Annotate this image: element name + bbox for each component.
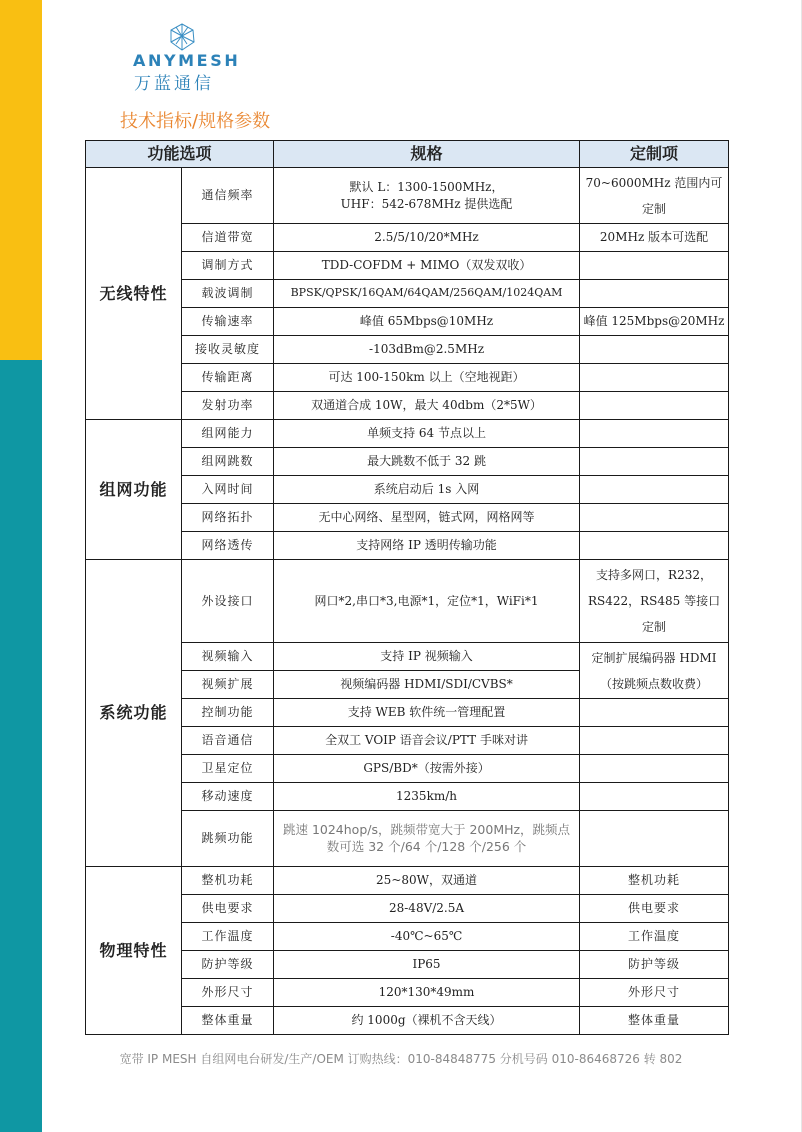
feature-name: 网络透传 <box>182 532 274 560</box>
custom-value <box>580 252 729 280</box>
feature-name: 组网能力 <box>182 420 274 448</box>
feature-name: 卫星定位 <box>182 755 274 783</box>
spec-value: 无中心网络、星型网，链式网，网格网等 <box>274 504 580 532</box>
custom-value: 外形尺寸 <box>580 979 729 1007</box>
feature-name: 移动速度 <box>182 783 274 811</box>
spec-table <box>85 140 729 1035</box>
custom-value: 70~6000MHz 范围内可定制 <box>580 168 729 224</box>
table-row <box>86 560 729 643</box>
group-label-wireless: 无线特性 <box>86 168 182 420</box>
spec-value: 支持网络 IP 透明传输功能 <box>274 532 580 560</box>
left-band-yellow <box>0 0 42 360</box>
spec-value: -103dBm@2.5MHz <box>274 336 580 364</box>
table-row <box>86 308 729 336</box>
custom-value: 整机功耗 <box>580 867 729 895</box>
table-row <box>86 532 729 560</box>
table-row <box>86 699 729 727</box>
spec-value: 双通道合成 10W，最大 40dbm（2*5W） <box>274 392 580 420</box>
custom-value: 供电要求 <box>580 895 729 923</box>
spec-value: 28-48V/2.5A <box>274 895 580 923</box>
feature-name: 调制方式 <box>182 252 274 280</box>
spec-value: 支持 WEB 软件统一管理配置 <box>274 699 580 727</box>
custom-value <box>580 755 729 783</box>
spec-value: 跳速 1024hop/s，跳频带宽大于 200MHz，跳频点数可选 32 个/64 个/128 个/256 个 <box>274 811 580 867</box>
table-row <box>86 280 729 308</box>
spec-value: -40℃~65℃ <box>274 923 580 951</box>
feature-name: 防护等级 <box>182 951 274 979</box>
brand-name-en: ANYMESH <box>133 51 241 70</box>
group-label-networking: 组网功能 <box>86 420 182 560</box>
custom-value <box>580 420 729 448</box>
geometric-mesh-icon <box>167 22 197 52</box>
feature-name: 工作温度 <box>182 923 274 951</box>
feature-name: 接收灵敏度 <box>182 336 274 364</box>
table-row <box>86 448 729 476</box>
custom-value <box>580 476 729 504</box>
spec-value: 25~80W，双通道 <box>274 867 580 895</box>
custom-value <box>580 783 729 811</box>
spec-value: 峰值 65Mbps@10MHz <box>274 308 580 336</box>
custom-value <box>580 280 729 308</box>
spec-value <box>274 168 580 224</box>
feature-name: 视频扩展 <box>182 671 274 699</box>
custom-value <box>580 504 729 532</box>
custom-value: 工作温度 <box>580 923 729 951</box>
section-title: 技术指标/规格参数 <box>120 111 271 132</box>
group-label-physical: 物理特性 <box>86 867 182 1035</box>
custom-value <box>580 699 729 727</box>
table-row <box>86 336 729 364</box>
custom-value: 整体重量 <box>580 1007 729 1035</box>
spec-value: BPSK/QPSK/16QAM/64QAM/256QAM/1024QAM <box>274 280 580 308</box>
table-row <box>86 252 729 280</box>
feature-name: 整机功耗 <box>182 867 274 895</box>
table-row <box>86 168 729 224</box>
custom-value <box>580 448 729 476</box>
table-row <box>86 951 729 979</box>
spec-value: 视频编码器 HDMI/SDI/CVBS* <box>274 671 580 699</box>
feature-name: 组网跳数 <box>182 448 274 476</box>
table-row <box>86 895 729 923</box>
custom-value: 20MHz 版本可选配 <box>580 224 729 252</box>
spec-value: 最大跳数不低于 32 跳 <box>274 448 580 476</box>
feature-name: 整体重量 <box>182 1007 274 1035</box>
table-row <box>86 504 729 532</box>
feature-name: 视频输入 <box>182 643 274 671</box>
custom-value: 定制扩展编码器 HDMI（按跳频点数收费） <box>580 643 729 699</box>
spec-value: 2.5/5/10/20*MHz <box>274 224 580 252</box>
custom-value: 峰值 125Mbps@20MHz <box>580 308 729 336</box>
table-row <box>86 867 729 895</box>
custom-value <box>580 336 729 364</box>
left-band-teal <box>0 360 42 1132</box>
table-row <box>86 476 729 504</box>
table-row <box>86 1007 729 1035</box>
feature-name: 信道带宽 <box>182 224 274 252</box>
spec-value: 120*130*49mm <box>274 979 580 1007</box>
spec-value-line: 默认 L：1300-1500MHz， UHF：542-678MHz 提供选配 <box>340 180 513 211</box>
group-label-system: 系统功能 <box>86 560 182 867</box>
feature-name: 通信频率 <box>182 168 274 224</box>
spec-value: 支持 IP 视频输入 <box>274 643 580 671</box>
spec-value: 单频支持 64 节点以上 <box>274 420 580 448</box>
spec-value: GPS/BD*（按需外接） <box>274 755 580 783</box>
company-logo <box>133 22 243 92</box>
footer-contact: 宽带 IP MESH 自组网电台研发/生产/OEM 订购热线：010-84848775 分机号码 010-86468726 转 802 <box>119 1052 683 1066</box>
header-spec: 规格 <box>274 141 580 168</box>
feature-name: 供电要求 <box>182 895 274 923</box>
feature-name: 外设接口 <box>182 560 274 643</box>
custom-value <box>580 532 729 560</box>
spec-value: 约 1000g（裸机不含天线） <box>274 1007 580 1035</box>
spec-value: IP65 <box>274 951 580 979</box>
custom-value <box>580 811 729 867</box>
spec-value: 系统启动后 1s 入网 <box>274 476 580 504</box>
custom-value: 支持多网口，R232，RS422，RS485 等接口定制 <box>580 560 729 643</box>
spec-value: 全双工 VOIP 语音会议/PTT 手咪对讲 <box>274 727 580 755</box>
feature-name: 跳频功能 <box>182 811 274 867</box>
feature-name: 语音通信 <box>182 727 274 755</box>
table-row <box>86 224 729 252</box>
table-row <box>86 783 729 811</box>
spec-value: 网口*2,串口*3,电源*1，定位*1，WiFi*1 <box>274 560 580 643</box>
header-feature-options: 功能选项 <box>86 141 274 168</box>
brand-name-cn: 万蓝通信 <box>134 74 214 94</box>
table-row <box>86 755 729 783</box>
feature-name: 发射功率 <box>182 392 274 420</box>
table-row <box>86 420 729 448</box>
custom-value: 防护等级 <box>580 951 729 979</box>
feature-name: 传输距离 <box>182 364 274 392</box>
table-row <box>86 979 729 1007</box>
custom-value <box>580 364 729 392</box>
table-row <box>86 811 729 867</box>
table-row <box>86 643 729 671</box>
table-row <box>86 727 729 755</box>
feature-name: 控制功能 <box>182 699 274 727</box>
table-row <box>86 392 729 420</box>
feature-name: 外形尺寸 <box>182 979 274 1007</box>
feature-name: 载波调制 <box>182 280 274 308</box>
spec-value: 可达 100-150km 以上（空地视距） <box>274 364 580 392</box>
table-row <box>86 364 729 392</box>
custom-value <box>580 727 729 755</box>
custom-value <box>580 392 729 420</box>
table-row <box>86 923 729 951</box>
feature-name: 入网时间 <box>182 476 274 504</box>
feature-name: 传输速率 <box>182 308 274 336</box>
spec-value: TDD-COFDM + MIMO（双发双收） <box>274 252 580 280</box>
header-custom: 定制项 <box>580 141 729 168</box>
feature-name: 网络拓扑 <box>182 504 274 532</box>
spec-value: 1235km/h <box>274 783 580 811</box>
